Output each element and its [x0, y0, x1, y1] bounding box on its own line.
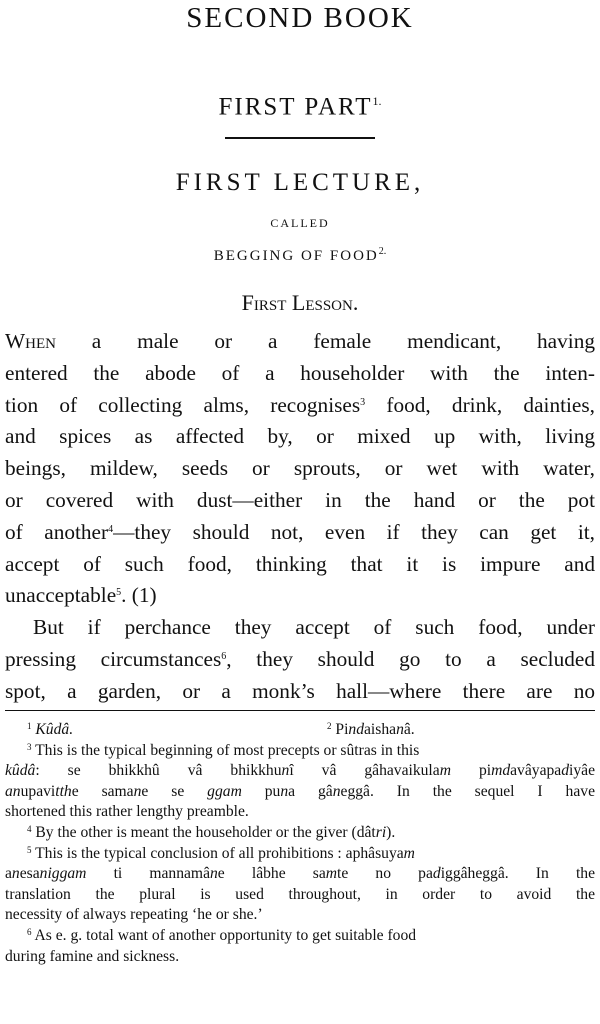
footnote-text-italic: d — [432, 865, 441, 883]
lecture-subject-text: BEGGING OF FOOD — [213, 248, 379, 264]
footnote-number: 1 — [27, 721, 32, 731]
footnote-text: eggâ. In the sequel I have — [340, 782, 595, 800]
footnotes — [5, 720, 595, 967]
part-footnote-ref: 1. — [372, 94, 382, 108]
footnote-ref: 5 — [116, 587, 122, 599]
footnote-text: avâyapa — [510, 762, 562, 780]
footnote-text: e sama — [71, 782, 134, 800]
text-line: accept of such food, thinking that it is impure and — [5, 551, 595, 576]
footnote-text-italic: tth — [55, 782, 72, 800]
footnote-text-italic: m — [439, 762, 451, 780]
lesson-heading — [0, 288, 600, 318]
footnote-text-italic: a — [5, 782, 13, 800]
footnote-text-italic: ri — [375, 823, 387, 841]
text-line — [5, 580, 595, 612]
footnote-line — [5, 926, 595, 947]
part-title-text: FIRST PART — [218, 93, 373, 121]
footnote-text: This is the typical conclusion of all prohibitions : aphâsuya — [31, 844, 404, 862]
footnote-text-italic: nd — [348, 721, 365, 738]
text-line — [5, 517, 595, 549]
footnote-text: â. — [403, 721, 415, 738]
footnote-line — [5, 761, 595, 782]
footnote-text: This is the typical beginning of most precepts or sûtras in this — [31, 741, 420, 759]
footnote-2 — [327, 721, 415, 738]
footnote-ref: 3 — [360, 396, 366, 408]
footnote-text: Pi — [335, 721, 349, 738]
footnote-1 — [27, 720, 327, 741]
footnote-line: necessity of always repeating ‘he or she.’ — [5, 906, 263, 924]
footnote-number: 4 — [27, 823, 32, 834]
footnote-text-italic: n — [210, 865, 218, 883]
footnote-text: iggâheggâ. In the — [440, 865, 595, 883]
footnote-text: pu — [241, 782, 281, 800]
footnote-number: 3 — [27, 741, 32, 752]
text-line: But if perchance they accept of such food, under — [33, 615, 595, 640]
footnote-text: a gâ — [288, 782, 333, 800]
footnote-text-italic: n — [332, 782, 341, 800]
footnote-text: : se bhikkhû vâ bhikkhu — [35, 762, 282, 780]
footnote-text: By the other is meant the householder or the giver (dât — [31, 823, 376, 841]
part-title — [0, 86, 600, 122]
footnote-number: 2 — [327, 721, 332, 731]
footnote-text: Kûdâ. — [35, 721, 74, 738]
footnote-text-italic: n — [396, 721, 404, 738]
footnote-text-italic: n — [11, 865, 20, 883]
footnote-text: iyâe — [569, 762, 595, 780]
footnote-line — [5, 864, 595, 885]
footnote-text: pi — [450, 762, 492, 780]
text-segment: unacceptable — [5, 583, 117, 608]
footnote-text: e lâbhe sa — [217, 865, 326, 883]
footnote-line: shortened this rather lengthy preamble. — [5, 803, 249, 821]
title-divider — [225, 137, 375, 139]
footnote-ref: 6 — [221, 650, 227, 662]
footnote-text-italic: m — [403, 844, 415, 862]
text-segment: , they should go to a secluded — [226, 646, 595, 671]
footnote-text: esa — [19, 865, 40, 883]
lesson-heading-rest: irst Lesson. — [253, 290, 359, 315]
footnote-text: te no pa — [337, 865, 433, 883]
text-segment: of another — [5, 519, 109, 544]
text-line: spot, a garden, or a monk’s hall—where there are no — [5, 678, 595, 703]
footnote-line: during famine and sickness. — [5, 947, 180, 965]
footnote-text: a — [5, 865, 12, 883]
text-segment: a male or a female mendicant, having — [55, 329, 595, 353]
text-line — [5, 390, 595, 422]
main-text — [5, 326, 595, 708]
footnote-separator — [5, 710, 595, 711]
footnote-line: translation the plural is used throughout, in order to avoid the — [5, 885, 595, 903]
text-line — [5, 326, 595, 358]
footnote-line — [5, 741, 595, 762]
footnote-line — [5, 782, 595, 803]
text-line: entered the abode of a householder with the inten- — [5, 360, 595, 385]
footnote-text: e se — [141, 782, 208, 800]
footnote-text-italic: iggam — [47, 865, 87, 883]
footnote-text: aisha — [364, 721, 397, 738]
footnote-text-italic: gga — [207, 782, 231, 800]
footnote-text-italic: m — [230, 782, 242, 800]
called-label: CALLED — [270, 216, 330, 230]
text-segment: food, drink, dainties, — [365, 392, 595, 417]
footnote-text-italic: n — [280, 782, 289, 800]
text-segment: . (1) — [121, 583, 157, 608]
footnote-text: upavi — [20, 782, 56, 800]
book-title: SECOND BOOK — [186, 2, 414, 34]
footnote-text-italic: n — [281, 762, 290, 780]
para-initial-smallcaps: hen — [25, 329, 56, 353]
footnote-text: î vâ gâhavaikula — [289, 762, 440, 780]
footnote-text-italic: kûdâ — [5, 762, 36, 780]
footnote-text-italic: n — [12, 782, 21, 800]
text-line: and spices as affected by, or mixed up with, living — [5, 424, 595, 449]
text-segment: —they should not, even if they can get it, — [113, 519, 595, 544]
lecture-subject — [0, 246, 600, 265]
subject-footnote-ref: 2. — [378, 246, 387, 257]
footnote-text-italic: d — [561, 762, 570, 780]
text-line: or covered with dust—either in the hand or the pot — [5, 487, 595, 512]
text-line: beings, mildew, seeds or sprouts, or wet with water, — [5, 456, 595, 481]
footnote-line — [5, 823, 595, 844]
footnote-number: 5 — [27, 844, 32, 855]
footnote-line — [5, 844, 595, 865]
footnote-text-italic: m — [325, 865, 338, 883]
footnote-number: 6 — [27, 926, 32, 937]
footnote-text-italic: n — [133, 782, 142, 800]
footnote-text: ti mannamâ — [86, 865, 210, 883]
footnote-line — [5, 720, 595, 741]
lecture-title: FIRST LECTURE, — [175, 169, 425, 196]
lesson-heading-initial: F — [241, 290, 254, 315]
footnote-text: ). — [386, 823, 396, 841]
footnote-text-italic: md — [491, 762, 511, 780]
para-initial: W — [5, 329, 26, 353]
footnote-text-italic: n — [39, 865, 48, 883]
footnote-ref: 4 — [108, 523, 114, 535]
text-segment: pressing circumstances — [5, 646, 222, 671]
text-segment: tion of collecting alms, recognises — [5, 392, 361, 417]
text-line — [5, 644, 595, 676]
footnote-text: As e. g. total want of another opportunity to get suitable food — [31, 926, 417, 944]
